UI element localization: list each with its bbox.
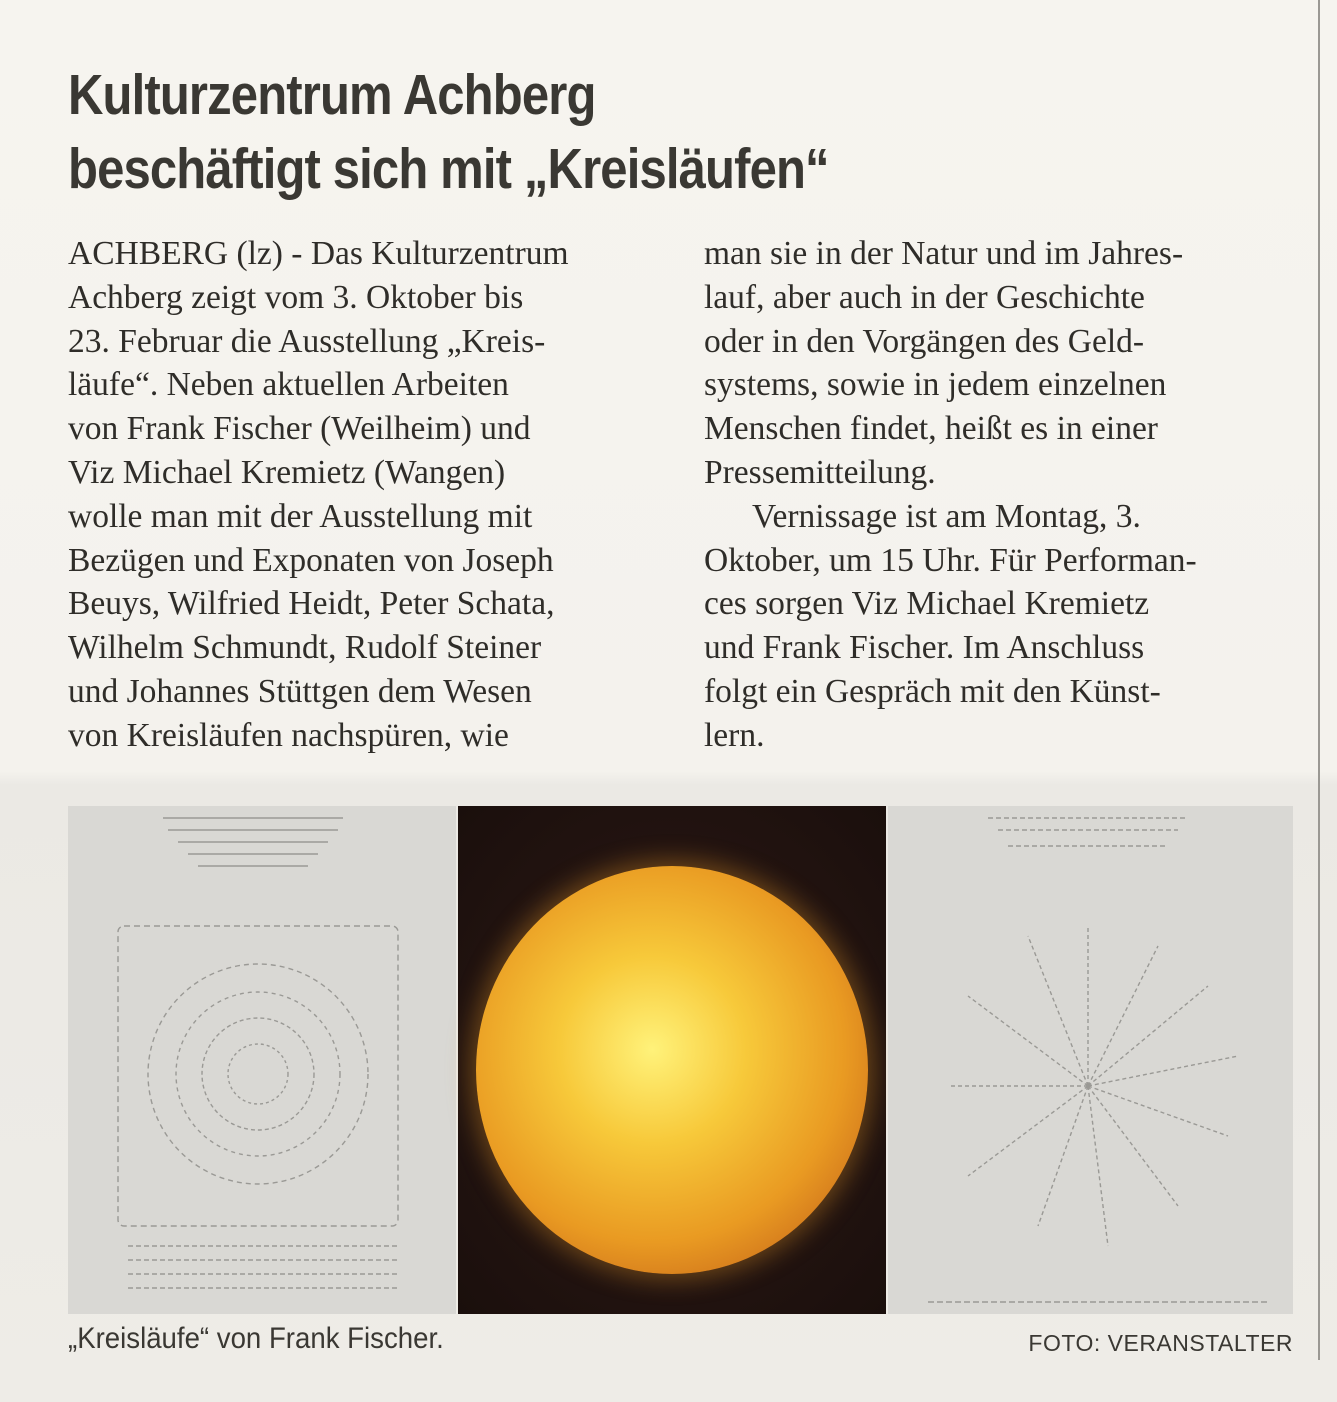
headline-line-2: beschäftigt sich mit „Kreisläufen“	[68, 137, 829, 201]
text-line: ces sorgen Viz Michael Kremietz	[704, 585, 1150, 623]
headline-line-1: Kulturzentrum Achberg	[68, 63, 596, 127]
text-line: Oktober, um 15 Uhr. Für Performan-	[704, 541, 1197, 579]
text-line: von Frank Fischer (Weilheim) und	[68, 410, 531, 448]
text-line: Menschen findet, heißt es in einer	[704, 410, 1158, 448]
spiral-script-drawing	[68, 806, 456, 1314]
sun-painting	[458, 806, 886, 1314]
radial-script-drawing	[888, 806, 1293, 1314]
text-line: und Johannes Stüttgen dem Wesen	[68, 672, 532, 710]
text-line: Vernissage ist am Montag, 3.	[752, 497, 1141, 535]
text-line: Achberg zeigt vom 3. Oktober bis	[68, 278, 524, 316]
text-line: läufe“. Neben aktuellen Arbeiten	[68, 366, 509, 404]
text-line: und Frank Fischer. Im Anschluss	[704, 629, 1145, 667]
text-line: lauf, aber auch in der Geschichte	[704, 278, 1145, 316]
article-column-right	[704, 232, 1304, 758]
column-rule	[1318, 0, 1320, 1360]
article-column-left	[68, 232, 668, 758]
text-line: systems, sowie in jedem einzelnen	[704, 366, 1167, 404]
text-line: folgt ein Gespräch mit den Künst-	[704, 672, 1161, 710]
text-line: Beuys, Wilfried Heidt, Peter Schata,	[68, 585, 555, 623]
text-line: Wilhelm Schmundt, Rudolf Steiner	[68, 629, 542, 667]
sun-disc	[476, 866, 868, 1274]
text-line: Pressemitteilung.	[704, 453, 936, 491]
text-line: Viz Michael Kremietz (Wangen)	[68, 453, 506, 491]
spiral-script-artwork	[68, 806, 456, 1314]
photo-credit: FOTO: VERANSTALTER	[1028, 1330, 1293, 1356]
text-line: Bezügen und Exponaten von Joseph	[68, 541, 554, 579]
artwork-photo	[68, 806, 1293, 1314]
radial-script-artwork	[888, 806, 1293, 1314]
headline	[68, 58, 928, 206]
text-line: wolle man mit der Ausstellung mit	[68, 497, 533, 535]
text-line: ACHBERG (lz) - Das Kulturzentrum	[68, 235, 569, 272]
text-line: 23. Februar die Ausstellung „Kreis-	[68, 322, 546, 360]
text-line: von Kreisläufen nachspüren, wie	[68, 716, 509, 754]
text-line: man sie in der Natur und im Jahres-	[704, 235, 1184, 272]
photo-caption: „Kreisläufe“ von Frank Fischer.	[68, 1322, 444, 1355]
text-line: oder in den Vorgängen des Geld-	[704, 322, 1145, 360]
text-line: lern.	[704, 716, 765, 754]
